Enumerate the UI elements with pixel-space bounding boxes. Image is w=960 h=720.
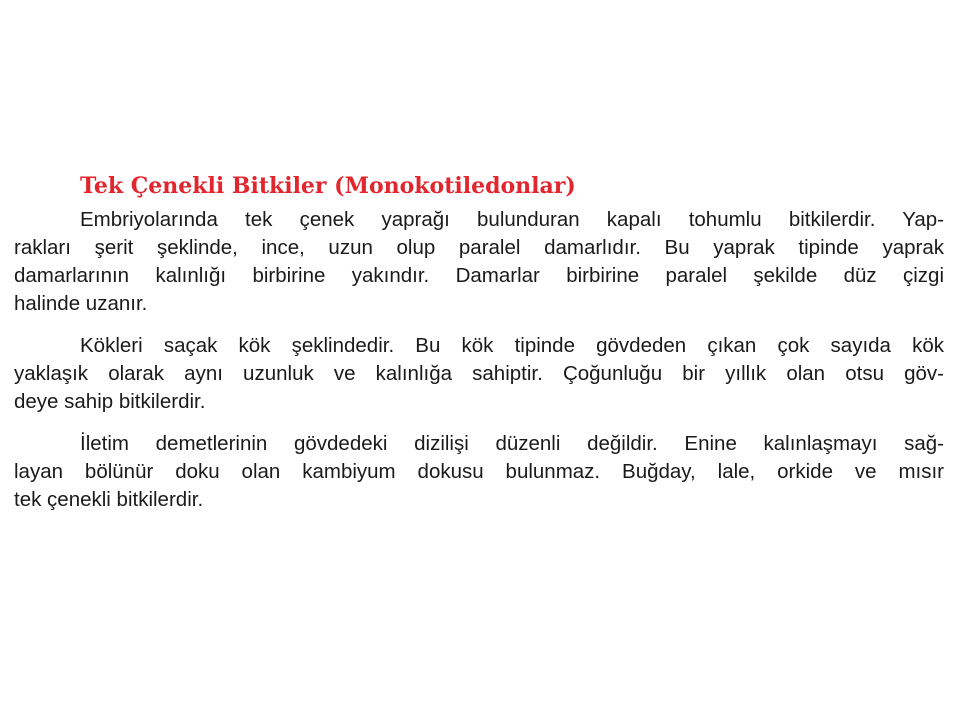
paragraph-line: İletim demetlerinin gövdedeki dizilişi düzenli değildir. Enine kalınlaşmayı sağ- (80, 432, 944, 455)
paragraph-line: deye sahip bitkilerdir. (14, 390, 206, 413)
paragraph-line: Embriyolarında tek çenek yaprağı bulunduran kapalı tohumlu bitkilerdir. Yap- (80, 208, 944, 231)
paragraph-2 (14, 332, 944, 416)
paragraph-line: Kökleri saçak kök şeklindedir. Bu kök tipinde gövdeden çıkan çok sayıda kök (80, 334, 944, 357)
paragraph-3 (14, 430, 944, 514)
paragraph-line: damarlarının kalınlığı birbirine yakındır. Damarlar birbirine paralel şekilde düz çizgi (14, 264, 944, 287)
paragraph-line: layan bölünür doku olan kambiyum dokusu bulunmaz. Buğday, lale, orkide ve mısır (14, 460, 944, 483)
section-heading: Tek Çenekli Bitkiler (Monokotiledonlar) (80, 173, 576, 199)
paragraph-line: halinde uzanır. (14, 292, 148, 315)
paragraph-1 (14, 206, 944, 318)
paragraph-line: rakları şerit şeklinde, ince, uzun olup paralel damarlıdır. Bu yaprak tipinde yaprak (14, 236, 944, 259)
document-page (14, 170, 944, 528)
paragraph-line: yaklaşık olarak aynı uzunluk ve kalınlığa sahiptir. Çoğunluğu bir yıllık olan otsu göv- (14, 362, 944, 385)
paragraph-line: tek çenekli bitkilerdir. (14, 488, 204, 511)
